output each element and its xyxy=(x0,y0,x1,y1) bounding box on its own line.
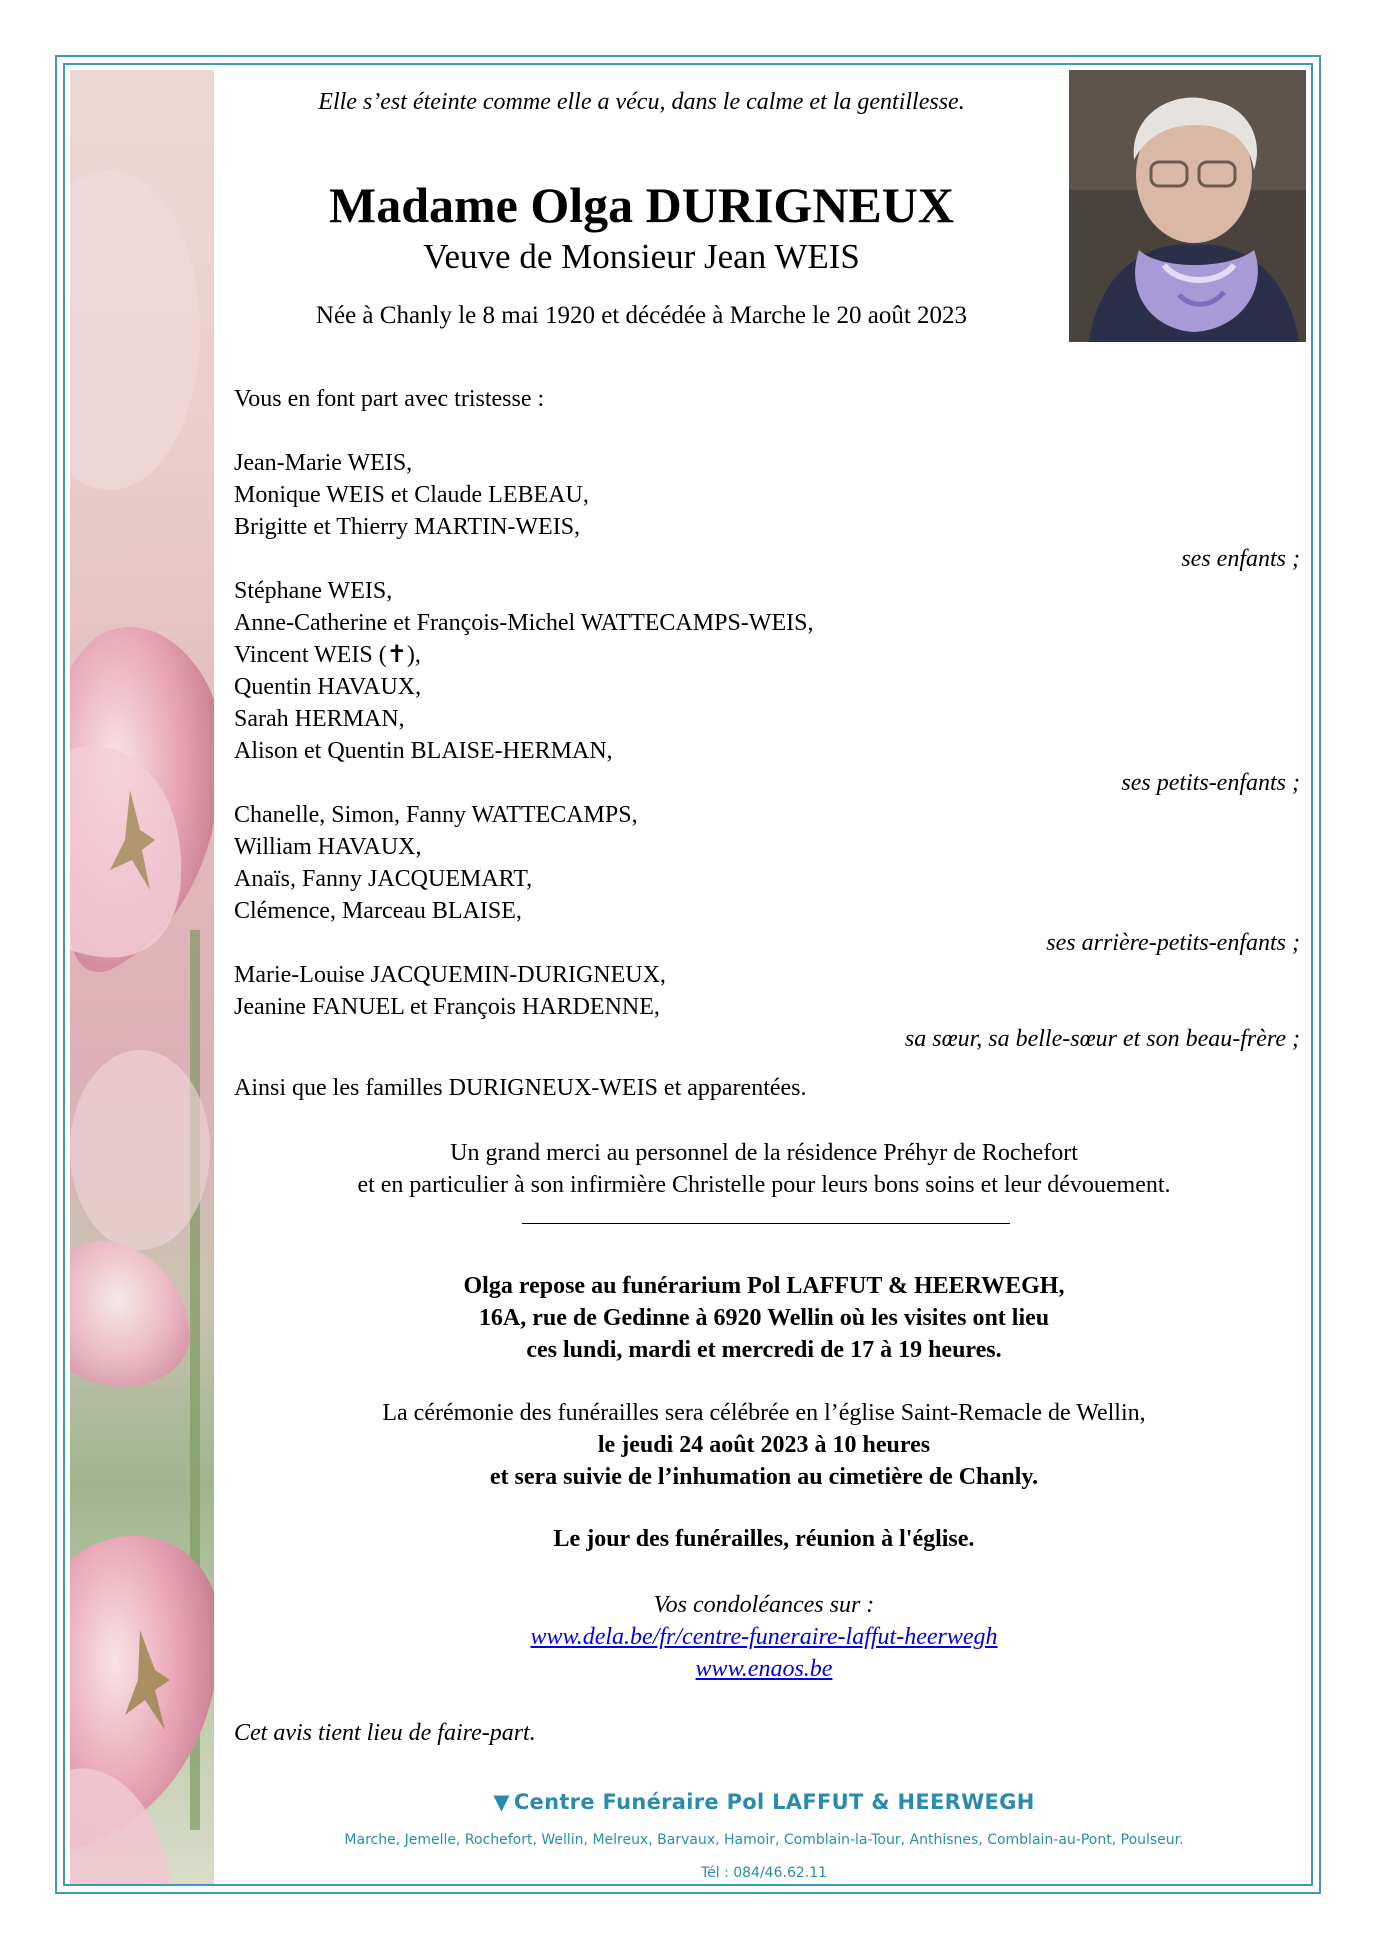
funerarium-line-3: ces lundi, mardi et mercredi de 17 à 19 heures. xyxy=(526,1337,1002,1363)
condolences-link-enaos[interactable]: www.enaos.be xyxy=(695,1656,833,1682)
footer-locations: Marche, Jemelle, Rochefort, Wellin, Melreux, Barvaux, Hamoir, Comblain-la-Tour, Anthisnes, Comblain-au-Pont, Poulseur. xyxy=(344,1832,1184,1848)
flower-panel-image xyxy=(70,70,214,1884)
funerarium-line-2: 16A, rue de Gedinne à 6920 Wellin où les visites ont lieu xyxy=(478,1305,1050,1331)
triangle-down-icon: ▼ xyxy=(493,1790,510,1814)
list-item: Marie-Louise JACQUEMIN-DURIGNEUX, xyxy=(234,962,666,988)
list-item: Quentin HAVAUX, xyxy=(234,674,422,700)
list-item: Anne-Catherine et François-Michel WATTECAMPS-WEIS, xyxy=(234,610,814,636)
families-line: Ainsi que les familles DURIGNEUX-WEIS et apparentées. xyxy=(234,1075,807,1101)
poppy-illustration xyxy=(70,70,214,1884)
ceremony-date: le jeudi 24 août 2023 à 10 heures xyxy=(597,1432,931,1458)
list-item: Anaïs, Fanny JACQUEMART, xyxy=(234,866,533,892)
list-item: Stéphane WEIS, xyxy=(234,578,393,604)
birth-death-dates: Née à Chanly le 8 mai 1920 et décédée à Marche le 20 août 2023 xyxy=(315,302,968,329)
list-item: Brigitte et Thierry MARTIN-WEIS, xyxy=(234,514,581,540)
condolences-link-dela[interactable]: www.dela.be/fr/centre-funeraire-laffut-heerwegh xyxy=(530,1624,998,1650)
footer-phone: Tél : 084/46.62.11 xyxy=(700,1865,828,1881)
thanks-line-2: et en particulier à son infirmière Christelle pour leurs bons soins et leur dévouement. xyxy=(357,1172,1171,1198)
list-item: Sarah HERMAN, xyxy=(234,706,405,732)
ceremony-line-3: et sera suivie de l’inhumation au cimetière de Chanly. xyxy=(489,1464,1039,1490)
announcement-intro: Vous en font part avec tristesse : xyxy=(234,386,545,412)
meeting-note: Le jour des funérailles, réunion à l'église. xyxy=(553,1526,975,1552)
funerarium-line-1: Olga repose au funérarium Pol LAFFUT & HEERWEGH, xyxy=(463,1273,1065,1299)
list-item: Jean-Marie WEIS, xyxy=(234,450,413,476)
footer-header xyxy=(214,1790,1314,1814)
list-item: William HAVAUX, xyxy=(234,834,422,860)
list-item: Alison et Quentin BLAISE-HERMAN, xyxy=(234,738,613,764)
portrait-photo xyxy=(1069,70,1306,342)
portrait-illustration xyxy=(1069,70,1306,342)
list-item: Monique WEIS et Claude LEBEAU, xyxy=(234,482,589,508)
relation-label: ses petits-enfants ; xyxy=(1121,770,1300,796)
epigraph: Elle s’est éteinte comme elle a vécu, dans le calme et la gentillesse. xyxy=(318,89,965,115)
condolences-row-1 xyxy=(214,1621,1314,1653)
list-item: Jeanine FANUEL et François HARDENNE, xyxy=(234,994,660,1020)
list-item: Clémence, Marceau BLAISE, xyxy=(234,898,522,924)
deceased-name: Madame Olga DURIGNEUX xyxy=(329,177,954,233)
condolences-row-2 xyxy=(214,1653,1314,1685)
ceremony-line-1: La cérémonie des funérailles sera célébrée en l’église Saint-Remacle de Wellin, xyxy=(382,1400,1146,1426)
widow-of: Veuve de Monsieur Jean WEIS xyxy=(423,237,860,276)
condolences-label: Vos condoléances sur : xyxy=(653,1592,875,1618)
thanks-line-1: Un grand merci au personnel de la résidence Préhyr de Rochefort xyxy=(450,1140,1078,1166)
footer-title: Centre Funéraire Pol LAFFUT & HEERWEGH xyxy=(513,1790,1035,1814)
list-item: Chanelle, Simon, Fanny WATTECAMPS, xyxy=(234,802,638,828)
relation-label: ses enfants ; xyxy=(1181,546,1300,572)
notice: Cet avis tient lieu de faire-part. xyxy=(234,1720,536,1746)
relation-label: sa sœur, sa belle-sœur et son beau-frère ; xyxy=(904,1026,1300,1052)
list-item: Vincent WEIS (✝), xyxy=(234,642,421,668)
relation-label: ses arrière-petits-enfants ; xyxy=(1046,930,1300,956)
separator-line xyxy=(522,1223,1010,1224)
